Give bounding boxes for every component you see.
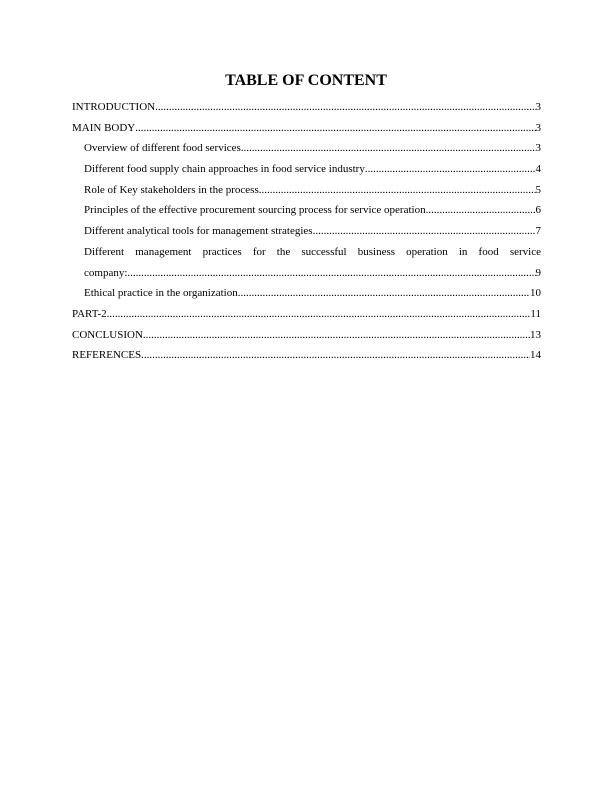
toc-page-number: 3 (535, 142, 541, 155)
toc-entry-main-body[interactable] (72, 118, 541, 139)
toc-entry-procurement-principles[interactable] (72, 200, 541, 221)
toc-page-number: 14 (530, 349, 541, 362)
toc-entry-key-stakeholders[interactable] (72, 180, 541, 201)
toc-entry-label-tail: company: (84, 266, 128, 279)
toc-entry-ethical-practice[interactable] (72, 283, 541, 304)
toc-entry-label: Overview of different food services (84, 142, 241, 155)
toc-dot-leader (141, 345, 530, 366)
toc-dot-leader (107, 304, 531, 325)
toc-entry-management-practices[interactable] (72, 242, 541, 283)
toc-dot-leader (365, 159, 536, 180)
toc-dot-leader (259, 180, 536, 201)
toc-entry-label: PART-2 (72, 307, 107, 320)
toc-entry-label: REFERENCES (72, 349, 142, 362)
toc-title: TABLE OF CONTENT (225, 72, 387, 89)
toc-page-number: 3 (535, 101, 541, 113)
toc-entry-introduction[interactable] (72, 97, 541, 118)
toc-list (72, 97, 541, 366)
toc-entry-label: CONCLUSION (72, 328, 143, 341)
toc-entry-part-2[interactable] (72, 304, 541, 325)
toc-dot-leader (426, 200, 536, 221)
toc-dot-leader (238, 283, 530, 304)
toc-entry-label: MAIN BODY (72, 121, 136, 134)
toc-page-number: 6 (535, 204, 541, 217)
toc-entry-label: Principles of the effective procurement sourcing process for service operation (84, 204, 426, 217)
toc-page-number: 11 (530, 307, 541, 320)
toc-page-number: 7 (535, 225, 541, 238)
toc-dot-leader (155, 97, 535, 118)
toc-entry-conclusion[interactable] (72, 325, 541, 346)
toc-page-number: 5 (535, 183, 541, 196)
toc-dot-leader (127, 263, 535, 284)
toc-entry-overview-food-services[interactable] (72, 138, 541, 159)
toc-entry-label: Different management practices for the successful business operation in food service (84, 245, 541, 258)
toc-page-number: 9 (535, 266, 541, 279)
toc-entry-supply-chain-approaches[interactable] (72, 159, 541, 180)
toc-dot-leader (313, 221, 536, 242)
toc-page-number: 4 (535, 163, 541, 176)
toc-entry-references[interactable] (72, 345, 541, 366)
toc-page-number: 10 (530, 287, 541, 300)
toc-entry-label: Different food supply chain approaches in food service industry (84, 163, 365, 176)
toc-dot-leader (143, 325, 530, 346)
toc-entry-analytical-tools[interactable] (72, 221, 541, 242)
toc-entry-label-continued (84, 263, 541, 284)
toc-entry-label: INTRODUCTION (72, 101, 156, 113)
toc-page-number: 3 (535, 121, 541, 134)
toc-entry-label: Role of Key stakeholders in the process (84, 183, 259, 196)
toc-page-number: 13 (530, 328, 541, 341)
toc-dot-leader (135, 118, 535, 139)
toc-entry-label: Different analytical tools for management strategies (84, 225, 313, 238)
toc-entry-label: Ethical practice in the organization (84, 287, 238, 300)
toc-dot-leader (241, 138, 536, 159)
